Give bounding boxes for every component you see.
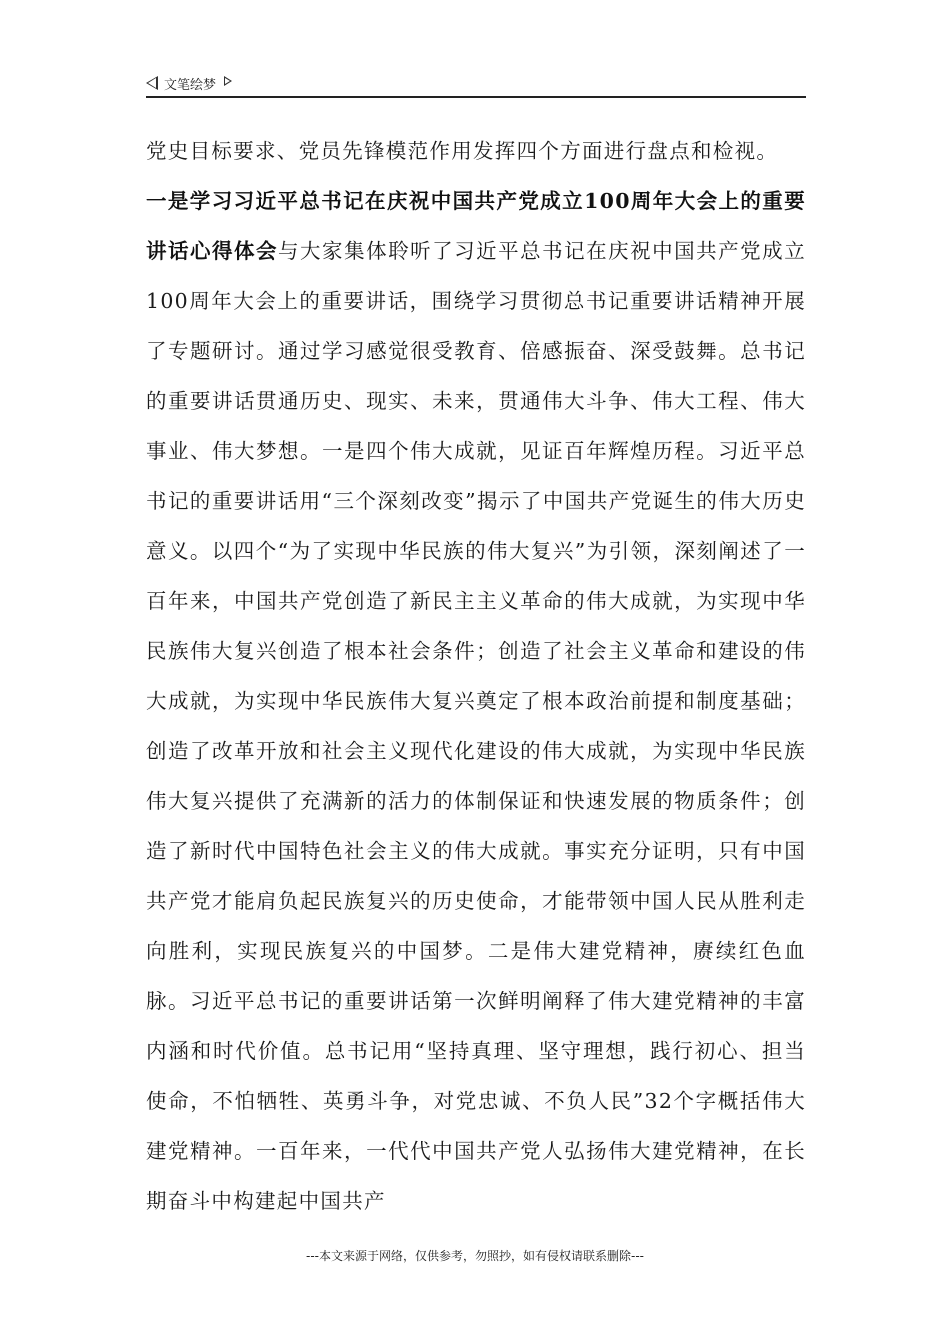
document-body xyxy=(146,126,806,1226)
body-paragraph: 与大家集体聆听了习近平总书记在庆祝中国共产党成立100周年大会上的重要讲话，围绕学习贯彻总书记重要讲话精神开展了专题研讨。通过学习感觉很受教育、倍感振奋、深受鼓舞。总书记的重要讲话贯通历史、现实、未来，贯通伟大斗争、伟大工程、伟大事业、伟大梦想。一是四个伟大成就，见证百年辉煌历程。习近平总书记的重要讲话用“三个深刻改变”揭示了中国共产党诞生的伟大历史意义。以四个“为了实现中华民族的伟大复兴”为引领，深刻阐述了一百年来，中国共产党创造了新民主主义革命的伟大成就，为实现中华民族伟大复兴创造了根本社会条件；创造了社会主义革命和建设的伟大成就，为实现中华民族伟大复兴奠定了根本政治前提和制度基础；创造了改革开放和社会主义现代化建设的伟大成就，为实现中华民族伟大复兴提供了充满新的活力的体制保证和快速发展的物质条件；创造了新时代中国特色社会主义的伟大成就。事实充分证明，只有中国共产党才能肩负起民族复兴的历史使命，才能带领中国人民从胜利走向胜利，实现民族复兴的中国梦。二是伟大建党精神，赓续红色血脉。习近平总书记的重要讲话第一次鲜明阐释了伟大建党精神的丰富内涵和时代价值。总书记用“坚持真理、坚守理想，践行初心、担当使命，不怕牺牲、英勇斗争，对党忠诚、不负人民”32个字概括伟大建党精神。一百年来，一代代中国共产党人弘扬伟大建党精神，在长期奋斗中构建起中国共产 xyxy=(146,239,806,1213)
intro-text: 党史目标要求、党员先锋模范作用发挥四个方面进行盘点和检视。 xyxy=(146,139,779,163)
section-heading: 一是学习习近平总书记在庆祝中国共产党成立100周年大会上的重要讲话心得体会 xyxy=(146,189,806,263)
header-brand: 文笔绘梦 xyxy=(164,77,217,93)
header-brand-row xyxy=(146,72,806,94)
page-header xyxy=(146,72,806,98)
triangle-left-icon xyxy=(146,76,158,90)
triangle-right-icon xyxy=(224,76,232,86)
footer-notice: ---本文来源于网络，仅供参考，勿照抄，如有侵权请联系删除--- xyxy=(306,1249,644,1263)
